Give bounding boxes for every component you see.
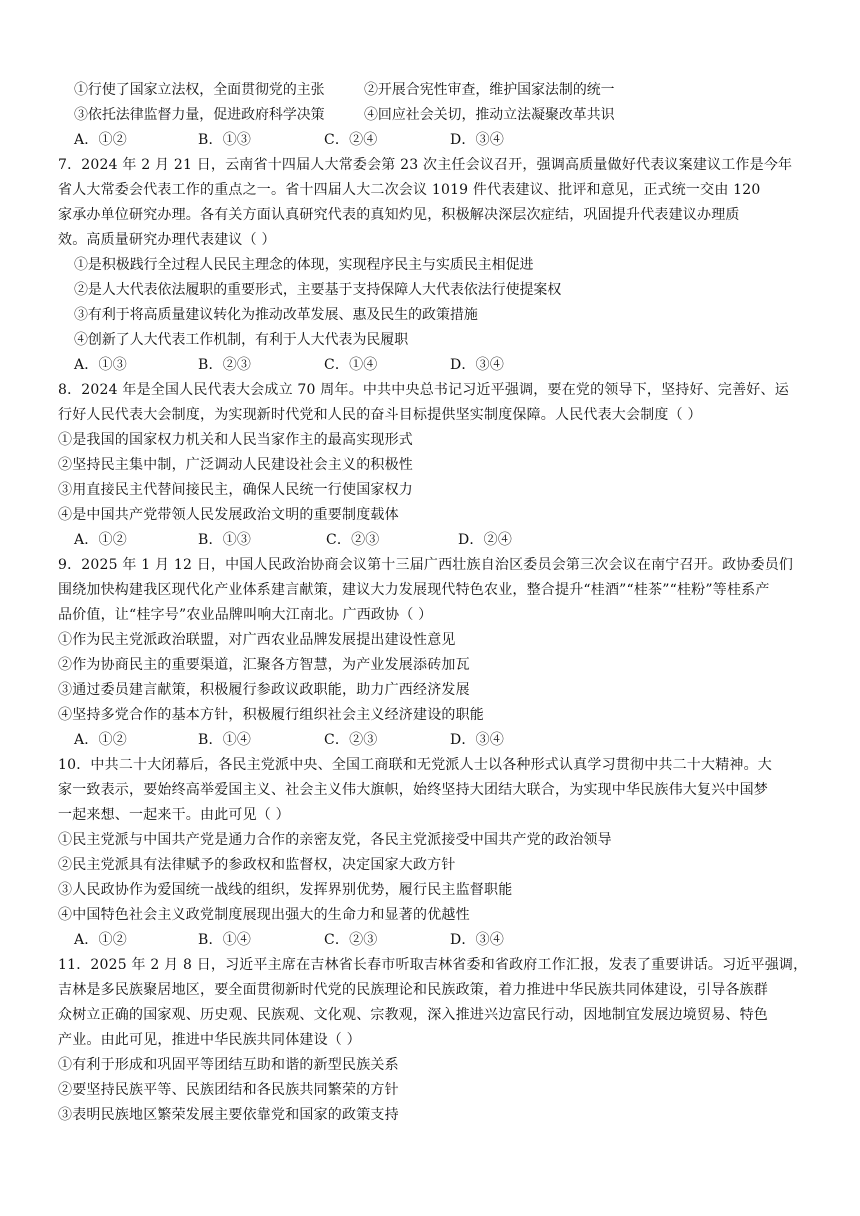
q7-item-3: ③有利于将高质量建议转化为推动改革发展、惠及民生的政策措施 [74, 307, 478, 323]
q7-stem-line-4: 效。高质量研究办理代表建议（ ） [58, 232, 276, 248]
q10-item-2: ②民主党派具有法律赋予的参政权和监督权，决定国家大政方针 [58, 857, 456, 873]
q10-stem-line-3: 一起来想、一起来干。由此可见（ ） [58, 807, 290, 823]
q10-options [74, 930, 774, 950]
q9-stem-line-2: 围绕加快构建我区现代化产业体系建言献策，建议大力发展现代特色农业，整合提升“桂酒”“桂茶”“桂粉”等桂系产 [58, 582, 770, 598]
q6-option-b[interactable]: B．①③ [198, 132, 252, 148]
q10-item-1: ①民主党派与中国共产党是通力合作的亲密友党，各民主党派接受中国共产党的政治领导 [58, 832, 612, 848]
q10-option-c[interactable]: C．②③ [324, 932, 378, 948]
q9-option-d[interactable]: D．③④ [450, 732, 505, 748]
q6-option-a[interactable]: A．①② [74, 132, 127, 148]
q7-item-2: ②是人大代表依法履职的重要形式，主要基于支持保障人大代表依法行使提案权 [74, 282, 562, 298]
q7-stem-line-2: 省人大常委会代表工作的重点之一。省十四届人大二次会议 1019 件代表建议、批评和意见，正式统一交由 120 [58, 182, 761, 198]
q9-option-a[interactable]: A．①② [74, 732, 127, 748]
q8-option-d[interactable]: D．②④ [458, 532, 513, 548]
q8-item-1: ①是我国的国家权力机关和人民当家作主的最高实现形式 [58, 432, 413, 448]
q7-options [74, 355, 774, 375]
q10-item-4: ④中国特色社会主义政党制度展现出强大的生命力和显著的优越性 [58, 907, 470, 923]
q7-option-a[interactable]: A．①③ [74, 357, 127, 373]
q9-option-b[interactable]: B．①④ [198, 732, 252, 748]
q9-stem-line-3: 品价值，让“桂字号”农业品牌叫响大江南北。广西政协（ ） [58, 607, 433, 623]
q6-item-3: ③依托法律监督力量，促进政府科学决策 [74, 107, 325, 123]
q10-option-a[interactable]: A．①② [74, 932, 127, 948]
q8-option-a[interactable]: A．①② [74, 532, 127, 548]
q6-option-d[interactable]: D．③④ [450, 132, 505, 148]
q11-stem-line-1: 11．2025 年 2 月 8 日，习近平主席在吉林省长春市听取吉林省委和省政府工作汇报，发表了重要讲话。习近平强调， [58, 957, 808, 973]
q11-stem-line-3: 众树立正确的国家观、历史观、民族观、文化观、宗教观，深入推进兴边富民行动，因地制宜发展边境贸易、特色 [58, 1007, 768, 1023]
q9-item-3: ③通过委员建言献策，积极履行参政议政职能，助力广西经济发展 [58, 682, 470, 698]
q8-options [74, 530, 774, 550]
q10-stem-line-1: 10．中共二十大闭幕后，各民主党派中央、全国工商联和无党派人士以各种形式认真学习贯彻中共二十大精神。大 [58, 757, 773, 773]
q11-item-1: ①有利于形成和巩固平等团结互助和谐的新型民族关系 [58, 1057, 399, 1073]
q8-stem-line-1: 8．2024 年是全国人民代表大会成立 70 周年。中共中央总书记习近平强调，要在党的领导下，坚持好、完善好、运 [58, 382, 789, 398]
q6-options [74, 130, 774, 150]
q7-option-d[interactable]: D．③④ [450, 357, 505, 373]
q8-item-4: ④是中国共产党带领人民发展政治文明的重要制度载体 [58, 507, 399, 523]
q9-item-1: ①作为民主党派政治联盟，对广西农业品牌发展提出建设性意见 [58, 632, 456, 648]
q9-options [74, 730, 774, 750]
q10-item-3: ③人民政协作为爱国统一战线的组织，发挥界别优势，履行民主监督职能 [58, 882, 513, 898]
q9-option-c[interactable]: C．②③ [324, 732, 378, 748]
q6-item-4: ④回应社会关切，推动立法凝聚改革共识 [364, 107, 615, 123]
q11-stem-line-4: 产业。由此可见，推进中华民族共同体建设（ ） [58, 1032, 361, 1048]
q11-item-3: ③表明民族地区繁荣发展主要依靠党和国家的政策支持 [58, 1107, 399, 1123]
q7-item-1: ①是积极践行全过程人民民主理念的体现，实现程序民主与实质民主相促进 [74, 257, 534, 273]
q7-stem-line-3: 家承办单位研究办理。各有关方面认真研究代表的真知灼见，积极解决深层次症结，巩固提升代表建议办理质 [58, 207, 740, 223]
q10-stem-line-2: 家一致表示，要始终高举爱国主义、社会主义伟大旗帜，始终坚持大团结大联合，为实现中华民族伟大复兴中国梦 [58, 782, 768, 798]
q7-item-4: ④创新了人大代表工作机制，有利于人大代表为民履职 [74, 332, 409, 348]
q6-option-c[interactable]: C．②④ [324, 132, 378, 148]
q10-option-d[interactable]: D．③④ [450, 932, 505, 948]
q7-stem-line-1: 7．2024 年 2 月 21 日，云南省十四届人大常委会第 23 次主任会议召开，强调高质量做好代表议案建议工作是今年 [58, 157, 793, 173]
q8-item-3: ③用直接民主代替间接民主，确保人民统一行使国家权力 [58, 482, 413, 498]
q11-stem-line-2: 吉林是多民族聚居地区，要全面贯彻新时代党的民族理论和民族政策，着力推进中华民族共同体建设，引导各族群 [58, 982, 768, 998]
q6-item-1: ①行使了国家立法权，全面贯彻党的主张 [74, 82, 325, 98]
q7-option-b[interactable]: B．②③ [198, 357, 252, 373]
q8-option-b[interactable]: B．①③ [198, 532, 252, 548]
q9-item-4: ④坚持多党合作的基本方针，积极履行组织社会主义经济建设的职能 [58, 707, 484, 723]
q9-stem-line-1: 9．2025 年 1 月 12 日，中国人民政治协商会议第十三届广西壮族自治区委员会第三次会议在南宁召开。政协委员们 [58, 557, 794, 573]
q10-option-b[interactable]: B．①④ [198, 932, 252, 948]
q8-stem-line-2: 行好人民代表大会制度，为实现新时代党和人民的奋斗目标提供坚实制度保障。人民代表大会制度（ ） [58, 407, 702, 423]
q9-item-2: ②作为协商民主的重要渠道，汇聚各方智慧，为产业发展添砖加瓦 [58, 657, 470, 673]
q8-item-2: ②坚持民主集中制，广泛调动人民建设社会主义的积极性 [58, 457, 413, 473]
q7-option-c[interactable]: C．①④ [324, 357, 378, 373]
q8-option-c[interactable]: C．②③ [326, 532, 380, 548]
q6-item-2: ②开展合宪性审查，维护国家法制的统一 [364, 82, 615, 98]
q11-item-2: ②要坚持民族平等、民族团结和各民族共同繁荣的方针 [58, 1082, 399, 1098]
